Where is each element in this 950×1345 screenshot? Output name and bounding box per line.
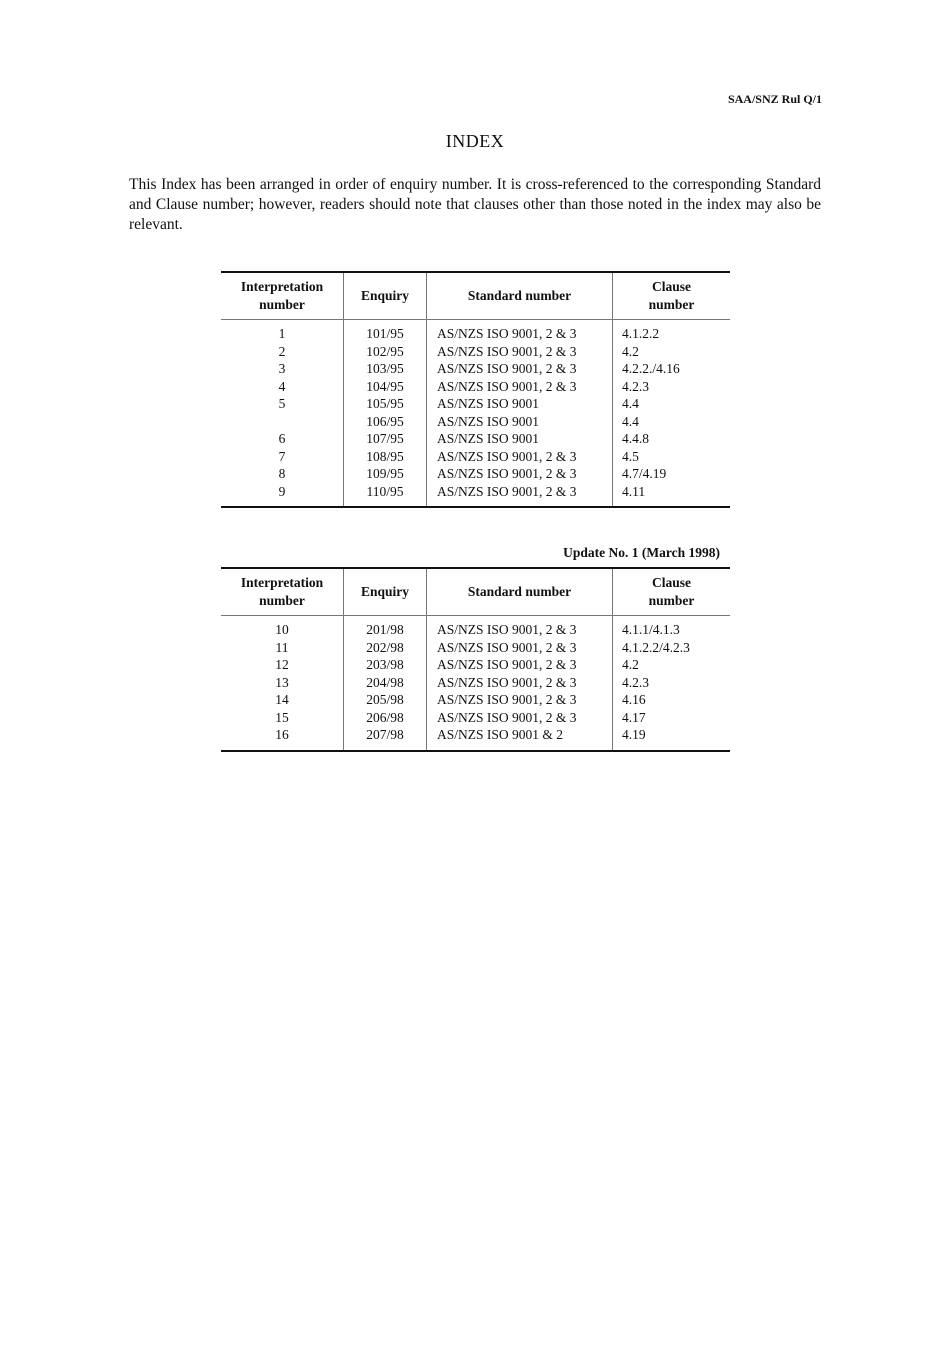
cell-interpretation-number: 11 (275, 639, 289, 655)
cell-interpretation-number: 10 (275, 622, 289, 637)
cell-clause-number: 4.16 (613, 691, 731, 709)
cell-standard-number: AS/NZS ISO 9001 (427, 430, 613, 448)
document-reference: SAA/SNZ Rul Q/1 (727, 92, 822, 106)
table-row (221, 430, 730, 448)
cell-clause-number: 4.2.3 (613, 674, 731, 692)
col-enquiry: Enquiry (344, 568, 427, 616)
cell-interpretation-number: 2 (278, 343, 286, 359)
table-row (221, 726, 730, 751)
cell-clause-number: 4.2.3 (613, 378, 731, 396)
cell-standard-number: AS/NZS ISO 9001, 2 & 3 (427, 691, 613, 709)
cell-enquiry: 105/95 (344, 395, 427, 413)
cell-standard-number: AS/NZS ISO 9001, 2 & 3 (427, 656, 613, 674)
table-row (221, 465, 730, 483)
col-clause-line1: Clause (651, 575, 691, 590)
col-clause-line2: number (648, 593, 695, 608)
cell-enquiry: 205/98 (344, 691, 427, 709)
cell-standard-number: AS/NZS ISO 9001, 2 & 3 (427, 709, 613, 727)
cell-clause-number: 4.2.2./4.16 (613, 360, 731, 378)
table-row (221, 320, 730, 343)
cell-interpretation-number: 13 (275, 674, 289, 690)
table-row (221, 395, 730, 413)
cell-clause-number: 4.2 (613, 343, 731, 361)
cell-clause-number: 4.1.2.2 (613, 320, 731, 343)
intro-paragraph: This Index has been arranged in order of enquiry number. It is cross-referenced to the corresponding Standard and Clause number; however, readers should note that clauses other than those noted in the index may also be relevant. (129, 176, 821, 233)
cell-interpretation-number: 14 (275, 692, 289, 707)
table-body (221, 616, 730, 751)
cell-clause-number: 4.4 (613, 395, 731, 413)
cell-clause-number: 4.19 (613, 726, 731, 751)
cell-enquiry: 109/95 (344, 465, 427, 483)
cell-standard-number: AS/NZS ISO 9001, 2 & 3 (427, 616, 613, 639)
cell-standard-number: AS/NZS ISO 9001, 2 & 3 (427, 378, 613, 396)
col-clause-line2: number (648, 297, 695, 312)
cell-enquiry: 207/98 (344, 726, 427, 751)
col-standard-number: Standard number (427, 568, 613, 616)
cell-enquiry: 202/98 (344, 639, 427, 657)
table-row (221, 448, 730, 466)
cell-standard-number: AS/NZS ISO 9001, 2 & 3 (427, 639, 613, 657)
cell-clause-number: 4.17 (613, 709, 731, 727)
index-table-1 (221, 271, 730, 508)
cell-clause-number: 4.4.8 (613, 430, 731, 448)
table-row (221, 616, 730, 639)
col-interpretation-number (221, 568, 344, 616)
cell-enquiry: 102/95 (344, 343, 427, 361)
col-clause-number (613, 568, 731, 616)
cell-clause-number: 4.4 (613, 413, 731, 431)
cell-standard-number: AS/NZS ISO 9001, 2 & 3 (427, 360, 613, 378)
cell-clause-number: 4.7/4.19 (613, 465, 731, 483)
table-header-row (221, 568, 730, 616)
cell-enquiry: 101/95 (344, 320, 427, 343)
table-row (221, 360, 730, 378)
index-table-2 (221, 567, 730, 752)
cell-enquiry: 108/95 (344, 448, 427, 466)
cell-enquiry: 203/98 (344, 656, 427, 674)
cell-standard-number: AS/NZS ISO 9001, 2 & 3 (427, 320, 613, 343)
cell-standard-number: AS/NZS ISO 9001 (427, 413, 613, 431)
cell-interpretation-number: 1 (278, 326, 286, 341)
cell-interpretation-number: 4 (278, 378, 286, 394)
cell-clause-number: 4.2 (613, 656, 731, 674)
col-interpretation-line1: Interpretation (240, 279, 324, 294)
table-row (221, 656, 730, 674)
table-row (221, 378, 730, 396)
col-clause-line1: Clause (651, 279, 691, 294)
cell-interpretation-number: 7 (278, 448, 286, 464)
cell-clause-number: 4.1.1/4.1.3 (613, 616, 731, 639)
cell-interpretation-number: 3 (278, 361, 286, 376)
cell-interpretation-number: 8 (278, 466, 286, 481)
cell-clause-number: 4.5 (613, 448, 731, 466)
col-clause-number (613, 272, 731, 320)
cell-interpretation-number: 5 (278, 396, 286, 411)
col-interpretation-number (221, 272, 344, 320)
table-row (221, 709, 730, 727)
cell-standard-number: AS/NZS ISO 9001, 2 & 3 (427, 483, 613, 508)
table-row (221, 413, 730, 431)
cell-enquiry: 107/95 (344, 430, 427, 448)
table-row (221, 691, 730, 709)
cell-enquiry: 103/95 (344, 360, 427, 378)
update-label: Update No. 1 (March 1998) (563, 545, 720, 560)
cell-clause-number: 4.1.2.2/4.2.3 (613, 639, 731, 657)
cell-interpretation-number: 12 (275, 657, 289, 672)
cell-enquiry: 204/98 (344, 674, 427, 692)
cell-interpretation-number: 15 (275, 709, 289, 725)
table-header-row (221, 272, 730, 320)
cell-enquiry: 201/98 (344, 616, 427, 639)
col-interpretation-line2: number (259, 593, 305, 608)
table-row (221, 639, 730, 657)
page-title: INDEX (445, 131, 505, 151)
cell-interpretation-number (221, 413, 344, 431)
cell-standard-number: AS/NZS ISO 9001, 2 & 3 (427, 343, 613, 361)
col-interpretation-line2: number (259, 297, 305, 312)
col-interpretation-line1: Interpretation (240, 575, 324, 590)
cell-enquiry: 106/95 (344, 413, 427, 431)
table-row (221, 343, 730, 361)
table-row (221, 483, 730, 508)
cell-standard-number: AS/NZS ISO 9001, 2 & 3 (427, 674, 613, 692)
col-standard-number: Standard number (427, 272, 613, 320)
cell-interpretation-number: 9 (278, 483, 286, 499)
cell-standard-number: AS/NZS ISO 9001 & 2 (427, 726, 613, 751)
cell-standard-number: AS/NZS ISO 9001, 2 & 3 (427, 465, 613, 483)
col-enquiry: Enquiry (344, 272, 427, 320)
cell-interpretation-number: 6 (278, 431, 286, 446)
cell-standard-number: AS/NZS ISO 9001, 2 & 3 (427, 448, 613, 466)
cell-enquiry: 104/95 (344, 378, 427, 396)
cell-enquiry: 206/98 (344, 709, 427, 727)
cell-clause-number: 4.11 (613, 483, 731, 508)
table-body (221, 320, 730, 508)
cell-enquiry: 110/95 (344, 483, 427, 508)
cell-interpretation-number: 16 (275, 727, 289, 742)
table-row (221, 674, 730, 692)
cell-standard-number: AS/NZS ISO 9001 (427, 395, 613, 413)
